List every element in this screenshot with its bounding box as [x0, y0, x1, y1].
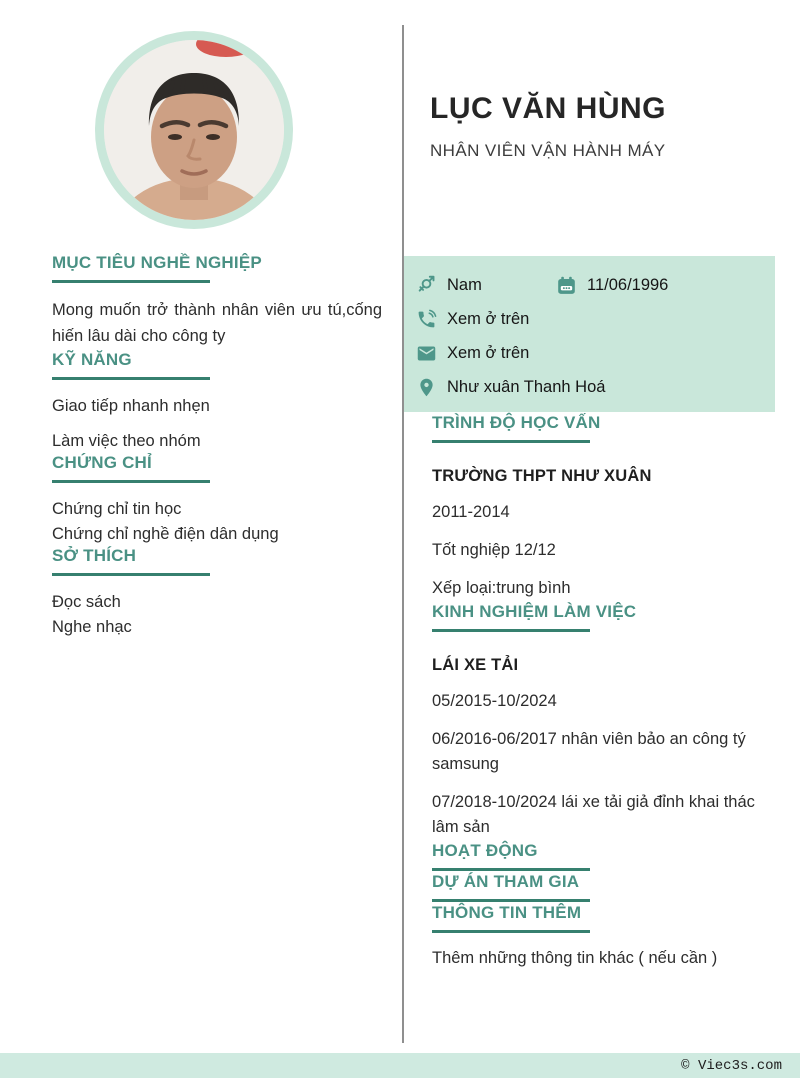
detail-line: 2011-2014	[432, 503, 510, 521]
experience-details	[432, 689, 776, 840]
address-field	[416, 377, 605, 398]
list-item: Chứng chỉ tin học	[52, 500, 182, 518]
list-item: Giao tiếp nhanh nhẹn	[52, 397, 210, 415]
additional-info-details	[432, 946, 776, 971]
contact-row-address	[416, 370, 775, 404]
section-heading-activities: HOẠT ĐỘNG	[432, 841, 538, 860]
gender-value: Nam	[447, 275, 482, 294]
phone-field	[416, 309, 529, 330]
section-activities	[432, 840, 776, 871]
hobbies-list	[52, 591, 382, 638]
list-item: Nghe nhạc	[52, 618, 132, 636]
birthday-field	[556, 275, 668, 296]
section-education	[432, 412, 776, 601]
footer-bar	[0, 1053, 800, 1078]
left-column	[52, 252, 382, 638]
list-item: Chứng chỉ nghề điện dân dụng	[52, 525, 279, 543]
gender-icon	[416, 275, 437, 296]
right-column	[432, 412, 776, 971]
certificates-list	[52, 498, 382, 545]
section-hobbies	[52, 545, 382, 638]
contact-row-gender-birthday	[416, 268, 775, 302]
list-item: Đọc sách	[52, 593, 121, 611]
section-heading-additional-info: THÔNG TIN THÊM	[432, 903, 582, 922]
detail-line: Xếp loại:trung bình	[432, 579, 571, 597]
heading-rule	[432, 930, 590, 933]
site-credit: © Viec3s.com	[681, 1057, 782, 1074]
section-heading-projects: DỰ ÁN THAM GIA	[432, 872, 580, 891]
contact-info-box	[403, 256, 775, 412]
email-value: Xem ở trên	[447, 343, 530, 362]
profile-photo-illustration	[104, 40, 284, 220]
detail-line: 05/2015-10/2024	[432, 692, 557, 710]
job-title: NHÂN VIÊN VẬN HÀNH MÁY	[430, 141, 666, 160]
phone-icon	[416, 309, 437, 330]
candidate-name: LỤC VĂN HÙNG	[430, 92, 666, 125]
section-skills	[52, 349, 382, 452]
objective-text: Mong muốn trở thành nhân viên ưu tú,cống hiến lâu dài cho công ty	[52, 301, 382, 345]
section-objective	[52, 252, 382, 349]
skills-list	[52, 395, 382, 452]
profile-photo	[95, 31, 293, 229]
heading-rule	[432, 440, 590, 443]
section-heading-experience: KINH NGHIỆM LÀM VIỆC	[432, 602, 637, 621]
detail-line: 06/2016-06/2017 nhân viên bảo an công tý samsung	[432, 730, 746, 773]
section-heading-certificates: CHỨNG CHỈ	[52, 453, 152, 472]
header	[430, 90, 780, 162]
detail-line: Thêm những thông tin khác ( nếu cần )	[432, 949, 718, 967]
education-details	[432, 500, 776, 601]
education-school: TRƯỜNG THPT NHƯ XUÂN	[432, 467, 652, 485]
contact-row-phone	[416, 302, 775, 336]
heading-rule	[432, 629, 590, 632]
list-item: Làm việc theo nhóm	[52, 432, 201, 450]
address-value: Như xuân Thanh Hoá	[447, 377, 606, 396]
heading-rule	[52, 377, 210, 380]
gender-field	[416, 275, 556, 296]
birthday-value: 11/06/1996	[587, 275, 669, 294]
location-pin-icon	[416, 377, 437, 398]
detail-line: Tốt nghiệp 12/12	[432, 541, 556, 559]
contact-row-email	[416, 336, 775, 370]
section-heading-education: TRÌNH ĐỘ HỌC VẤN	[432, 413, 601, 432]
heading-rule	[52, 480, 210, 483]
heading-rule	[52, 280, 210, 283]
experience-role: LÁI XE TẢI	[432, 656, 519, 674]
section-certificates	[52, 452, 382, 545]
column-divider	[402, 25, 404, 1043]
section-heading-hobbies: SỞ THÍCH	[52, 546, 137, 565]
section-experience	[432, 601, 776, 840]
section-additional-info	[432, 902, 776, 971]
phone-value: Xem ở trên	[447, 309, 530, 328]
calendar-icon	[556, 275, 577, 296]
section-heading-skills: KỸ NĂNG	[52, 350, 132, 369]
detail-line: 07/2018-10/2024 lái xe tải giả đỉnh khai thác lâm sản	[432, 793, 755, 836]
mail-icon	[416, 343, 437, 364]
heading-rule	[52, 573, 210, 576]
section-heading-objective: MỤC TIÊU NGHỀ NGHIỆP	[52, 253, 262, 272]
email-field	[416, 343, 529, 364]
section-projects	[432, 871, 776, 902]
